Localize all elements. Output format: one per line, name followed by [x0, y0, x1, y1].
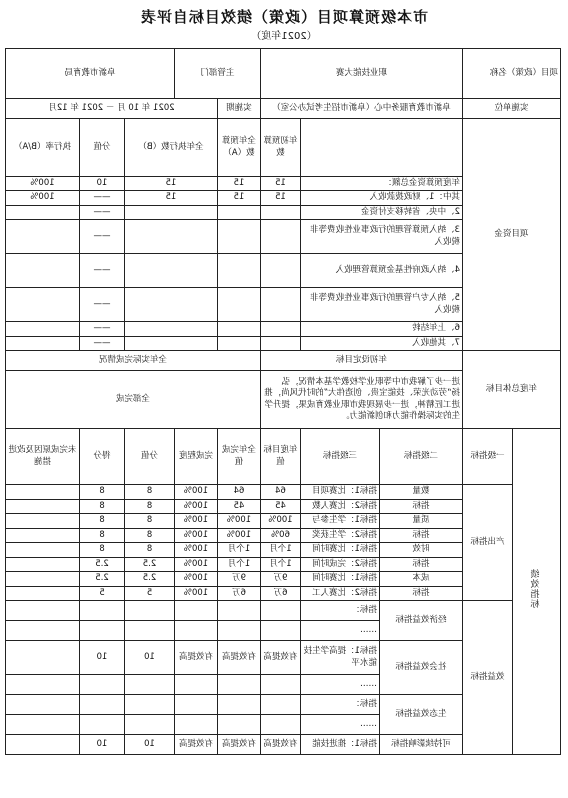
perf-cell: 9万 [260, 572, 300, 586]
perf-cell: 有效提高 [217, 641, 260, 675]
perf-cell [5, 601, 79, 621]
period-value: 2021 年 10 月 － 2021 年 12月 [5, 99, 217, 119]
perf-cell: 10 [124, 641, 174, 675]
perf-cell [217, 715, 260, 735]
perf-l2: 数量 [379, 485, 462, 499]
funds-cell [5, 254, 79, 288]
perf-cell: 5 [79, 586, 124, 600]
funds-cell: —— [79, 220, 124, 254]
perf-header: 得分 [79, 429, 124, 485]
perf-cell: 45 [217, 499, 260, 513]
perf-cell [217, 621, 260, 641]
funds-cell [217, 336, 260, 350]
perf-cell: 8 [79, 514, 124, 528]
funds-cell [124, 288, 217, 322]
perf-cell [79, 621, 124, 641]
perf-cell [5, 735, 79, 755]
perf-cell: 2.5 [79, 572, 124, 586]
perf-cell [217, 675, 260, 695]
funds-cell [217, 220, 260, 254]
perf-cell: 8 [79, 485, 124, 499]
evaluation-table [5, 48, 561, 755]
funds-cell [124, 220, 217, 254]
perf-cell [79, 601, 124, 621]
perf-cell [260, 695, 300, 715]
perf-cell [5, 543, 79, 557]
perf-l3: 指标1：学生参与 [300, 514, 379, 528]
funds-cell: 15 [124, 191, 217, 205]
project-row [5, 49, 560, 99]
perf-cell [260, 675, 300, 695]
perf-cell [260, 601, 300, 621]
perf-cell [124, 675, 174, 695]
perf-cell: 100% [217, 528, 260, 542]
goals-section-label: 年度总体目标 [462, 351, 560, 429]
perf-l3: 指标2：比赛人工 [300, 586, 379, 600]
funds-header: 全年预算数（A） [217, 119, 260, 177]
goals-header-row [5, 351, 560, 371]
funds-row-label: 年度预算资金总额： [300, 177, 462, 191]
perf-header: 二级指标 [379, 429, 462, 485]
perf-cell [5, 499, 79, 513]
perf-cell: 100% [260, 514, 300, 528]
funds-header: 年初预算数 [260, 119, 300, 177]
funds-header: 执行率（B/A） [5, 119, 79, 177]
funds-header-row [5, 119, 560, 177]
funds-cell [260, 322, 300, 336]
perf-l2: 指标 [379, 586, 462, 600]
perf-cell [174, 601, 217, 621]
perf-row [5, 485, 560, 499]
funds-cell [217, 205, 260, 219]
perf-header: 一级指标 [462, 429, 512, 485]
perf-l3: 指标1：比赛时间 [300, 572, 379, 586]
perf-cell: 2.5 [124, 572, 174, 586]
funds-cell: —— [79, 336, 124, 350]
funds-row-label: 5、纳入专户管理的行政事业性收费等非税收入 [300, 288, 462, 322]
perf-cell [5, 586, 79, 600]
perf-l3: 指标1：提高学生技能水平 [300, 641, 379, 675]
dept-label: 主管部门 [174, 49, 260, 99]
perf-cell: 100% [174, 572, 217, 586]
funds-row-label: 其中：1、财政拨款收入 [300, 191, 462, 205]
funds-cell [5, 322, 79, 336]
perf-cell: 8 [79, 528, 124, 542]
perf-l2: 可持续影响指标 [379, 735, 462, 755]
perf-l3: 指标2：比赛人数 [300, 499, 379, 513]
perf-cell [5, 641, 79, 675]
perf-header-row [5, 429, 560, 485]
perf-cell: 60% [260, 528, 300, 542]
funds-cell: 100% [5, 191, 79, 205]
perf-cell: 64 [260, 485, 300, 499]
perf-cell: 1个月 [260, 543, 300, 557]
funds-cell: —— [79, 205, 124, 219]
funds-row-label: 4、纳入政府性基金预算管理收入 [300, 254, 462, 288]
perf-l2: 社会效益指标 [379, 641, 462, 695]
perf-cell [5, 621, 79, 641]
funds-cell: 100% [5, 177, 79, 191]
funds-cell: 15 [217, 177, 260, 191]
funds-cell [217, 322, 260, 336]
benefit-indicator-label: 效益指标 [462, 601, 512, 755]
perf-cell: 10 [79, 735, 124, 755]
perf-cell [79, 715, 124, 735]
perf-cell [5, 557, 79, 571]
perf-cell [5, 675, 79, 695]
perf-cell: 1个月 [217, 543, 260, 557]
funds-cell: —— [79, 322, 124, 336]
funds-cell [124, 336, 217, 350]
perf-row [5, 601, 560, 621]
perf-cell: 10 [124, 735, 174, 755]
perf-cell: 8 [124, 528, 174, 542]
project-name: 职业技能大赛 [260, 49, 462, 99]
perf-cell [5, 695, 79, 715]
funds-cell [260, 254, 300, 288]
perf-l3: 指标2：学生获奖 [300, 528, 379, 542]
perf-cell: 100% [174, 499, 217, 513]
perf-cell [174, 675, 217, 695]
perf-cell: 6万 [260, 586, 300, 600]
funds-cell: 15 [217, 191, 260, 205]
goals-actual-header: 全年实际完成情况 [5, 351, 260, 371]
perf-cell [174, 695, 217, 715]
unit-label: 实施单位 [462, 99, 560, 119]
funds-header: 全年执行数（B） [124, 119, 217, 177]
perf-cell [124, 715, 174, 735]
funds-cell [217, 288, 260, 322]
funds-cell [5, 220, 79, 254]
output-indicator-label: 产出指标 [462, 485, 512, 601]
funds-cell: 10 [79, 177, 124, 191]
perf-cell [5, 715, 79, 735]
perf-cell [124, 601, 174, 621]
funds-cell [5, 205, 79, 219]
perf-cell [174, 715, 217, 735]
perf-cell: 有效提高 [260, 641, 300, 675]
perf-cell [5, 485, 79, 499]
perf-cell: 2.5 [79, 557, 124, 571]
perf-cell: 1个月 [217, 557, 260, 571]
perf-cell [79, 695, 124, 715]
perf-cell: 有效提高 [174, 735, 217, 755]
perf-cell: 有效提高 [217, 735, 260, 755]
perf-cell [124, 621, 174, 641]
perf-l3: 指标： [300, 695, 379, 715]
perf-header: 未完成原因及改进措施 [5, 429, 79, 485]
funds-cell: —— [79, 254, 124, 288]
perf-cell: 64 [217, 485, 260, 499]
perf-cell: 9万 [217, 572, 260, 586]
perf-cell: 8 [124, 514, 174, 528]
perf-cell: 有效提高 [260, 735, 300, 755]
perf-l3: 指标1：比赛项目 [300, 485, 379, 499]
perf-cell [5, 572, 79, 586]
perf-header: 完成程度 [174, 429, 217, 485]
funds-section-label: 项目资金 [462, 119, 560, 351]
perf-l2: 指标 [379, 557, 462, 571]
perf-header: 全年完成值 [217, 429, 260, 485]
perf-cell: 100% [174, 528, 217, 542]
perf-header: 年度目标值 [260, 429, 300, 485]
perf-cell: 10 [79, 641, 124, 675]
perf-l2: 经济效益指标 [379, 601, 462, 641]
funds-cell [124, 205, 217, 219]
perf-cell: 8 [124, 485, 174, 499]
perf-cell: 100% [174, 586, 217, 600]
funds-cell: —— [79, 288, 124, 322]
funds-cell: 15 [260, 191, 300, 205]
perf-l3: 指标1：比赛时间 [300, 543, 379, 557]
perf-l2: 指标 [379, 499, 462, 513]
period-label: 实施期 [217, 99, 260, 119]
perf-cell: 8 [124, 499, 174, 513]
perf-l2: 质量 [379, 514, 462, 528]
perf-cell: 8 [79, 543, 124, 557]
perf-cell [217, 601, 260, 621]
funds-cell [260, 205, 300, 219]
perf-cell: 6万 [217, 586, 260, 600]
perf-cell [174, 621, 217, 641]
unit-row [5, 99, 560, 119]
perf-cell: 1个月 [260, 557, 300, 571]
page-title: 市本级预算项目（政策）绩效目标自评表 [140, 8, 429, 26]
perf-cell: 8 [79, 499, 124, 513]
perf-l2: 时效 [379, 543, 462, 557]
perf-l3: 指标： [300, 601, 379, 621]
perf-cell [5, 514, 79, 528]
goals-actual-text: 全部完成 [5, 371, 260, 429]
perf-l3: …… [300, 621, 379, 641]
perf-l2: 指标 [379, 528, 462, 542]
perf-l2: 成本 [379, 572, 462, 586]
funds-cell [260, 288, 300, 322]
goals-planned-header: 年初设定目标 [260, 351, 462, 371]
year-label: （2021年度） [251, 31, 317, 42]
funds-header: 分值 [79, 119, 124, 177]
perf-section-label: 绩效指标 [513, 429, 561, 755]
perf-l3: 指标2：完成时间 [300, 557, 379, 571]
perf-header: 三级指标 [300, 429, 379, 485]
perf-cell [5, 528, 79, 542]
perf-cell [124, 695, 174, 715]
perf-cell: 100% [217, 514, 260, 528]
funds-cell [124, 254, 217, 288]
dept-value: 阜新市教育局 [5, 49, 174, 99]
funds-cell: 15 [124, 177, 217, 191]
goals-planned-text: 进一步了解我市中等职业学校教学基本情况，弘扬“劳动光荣、技能宝贵、创造伟大”的时代风尚，推进工匠精神，进一步展现我市职业教育成果，提升学生的实际操作能力和创新能力。 [260, 371, 462, 429]
funds-cell [217, 254, 260, 288]
funds-cell [5, 336, 79, 350]
perf-cell [260, 715, 300, 735]
perf-cell: 100% [174, 557, 217, 571]
perf-cell: 100% [174, 514, 217, 528]
perf-cell: 8 [124, 543, 174, 557]
funds-cell [124, 322, 217, 336]
funds-cell [260, 220, 300, 254]
project-name-label: 项目（政策）名称 [462, 49, 560, 99]
perf-l3: …… [300, 715, 379, 735]
perf-l3: 指标1：推进技能 [300, 735, 379, 755]
funds-row-label: 6、上年结转 [300, 322, 462, 336]
perf-header: 分值 [124, 429, 174, 485]
unit-value: 阜新市教育服务中心（阜新市招生考试办公室） [260, 99, 462, 119]
funds-row-label: 3、纳入预算管理的行政事业性收费等非税收入 [300, 220, 462, 254]
funds-cell [5, 288, 79, 322]
perf-cell: 100% [174, 543, 217, 557]
perf-cell [217, 695, 260, 715]
funds-cell [260, 336, 300, 350]
perf-cell: 100% [174, 485, 217, 499]
perf-cell: 有效提高 [174, 641, 217, 675]
perf-cell [79, 675, 124, 695]
funds-row-label: 7、其他收入 [300, 336, 462, 350]
perf-cell: 2.5 [124, 557, 174, 571]
funds-cell: —— [79, 191, 124, 205]
perf-l3: …… [300, 675, 379, 695]
funds-cell: 15 [260, 177, 300, 191]
funds-row-label: 2、中央、省转移支付资金 [300, 205, 462, 219]
perf-l2: 生态效益指标 [379, 695, 462, 735]
perf-cell [260, 621, 300, 641]
perf-cell: 5 [124, 586, 174, 600]
perf-cell: 45 [260, 499, 300, 513]
